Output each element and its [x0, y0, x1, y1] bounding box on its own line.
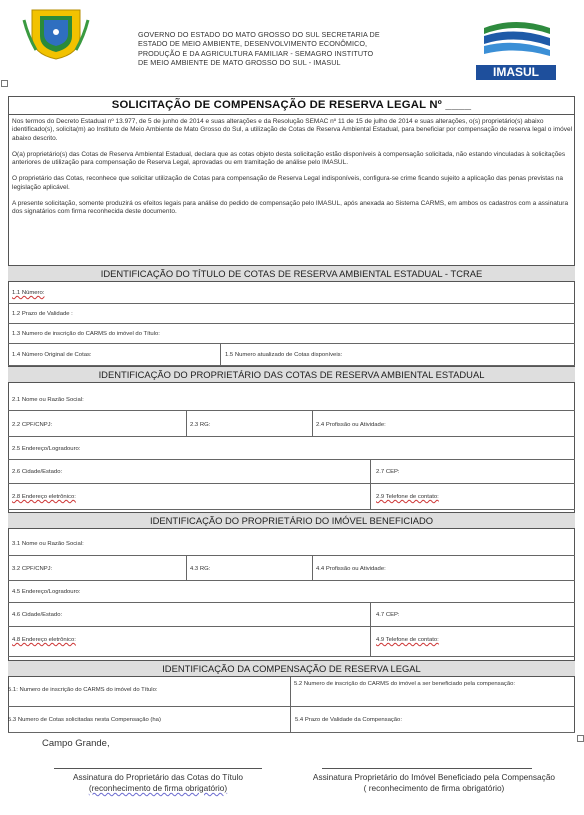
form-title: SOLICITAÇÃO DE COMPENSAÇÃO DE RESERVA LEGAL Nº ____ [8, 96, 575, 115]
agency-header [138, 30, 380, 68]
intro-paragraph: O proprietário das Cotas, reconhece que solicitar utilização de Cotas para compensação de Reserva Legal indisponíveis, configura-se crime ficando sujeito a aplicação das penas previstas na legislação aplicável. [12, 175, 564, 191]
field-label: 1.3 Numero de inscrição do CARMS do imóvel do Título: [12, 331, 160, 337]
field-label: 2.3 RG: [190, 422, 211, 428]
field-row[interactable] [8, 304, 575, 324]
field-label: 2.7 CEP: [376, 469, 400, 475]
intro-text [12, 118, 572, 260]
signature-note: (reconhecimento de firma obrigatório) [88, 783, 228, 793]
field-row[interactable] [8, 437, 575, 460]
signature-line-quota-owner[interactable] [54, 768, 262, 769]
signature-caption-property-owner [284, 772, 584, 794]
field-row [8, 677, 575, 707]
field-row [8, 707, 575, 733]
field-cell[interactable] [370, 460, 575, 483]
header-line: ESTADO DE MEIO AMBIENTE, DESENVOLVIMENTO ECONÔMICO, [138, 39, 368, 49]
section-title-property-owner: IDENTIFICAÇÃO DO PROPRIETÁRIO DO IMÓVEL BENEFICIADO [8, 512, 575, 529]
imasul-logo-text: IMASUL [476, 65, 556, 80]
section-title-compensation: IDENTIFICAÇÃO DA COMPENSAÇÃO DE RESERVA LEGAL [8, 660, 575, 677]
field-row [8, 484, 575, 510]
field-label: 5.2 Numero de inscrição do CARMS do imóvel a ser beneficiado pela compensação: [294, 681, 516, 687]
field-cell[interactable] [290, 677, 575, 706]
imasul-logo [476, 18, 556, 79]
section-title-tcrae: IDENTIFICAÇÃO DO TÍTULO DE COTAS DE RESERVA AMBIENTAL ESTADUAL - TCRAE [8, 265, 575, 282]
field-label: 2.8 Endereço eletrônico: [12, 494, 76, 500]
field-label: 2.1 Nome ou Razão Social: [12, 397, 84, 403]
field-label: 4.3 RG: [190, 566, 211, 572]
city-date-label: Campo Grande, [42, 738, 110, 749]
field-row[interactable] [8, 581, 575, 603]
field-label: 5.3 Numero de Cotas solicitadas nesta Compensação (ha) [8, 717, 161, 723]
field-label: 5.4 Prazo de Validade da Compensação: [295, 717, 402, 723]
field-label: 1.2 Prazo de Validade : [12, 311, 73, 317]
field-cell[interactable] [186, 411, 312, 436]
field-row[interactable] [8, 529, 575, 556]
field-row [8, 556, 575, 581]
signature-note: ( reconhecimento de firma obrigatório) [363, 783, 505, 793]
section-title-quota-owner: IDENTIFICAÇÃO DO PROPRIETÁRIO DAS COTAS DE RESERVA AMBIENTAL ESTADUAL [8, 366, 575, 383]
field-label: 1.5 Numero atualizado de Cotas disponíveis: [225, 352, 343, 358]
field-label: 2.5 Endereço/Logradouro: [12, 446, 81, 452]
field-label: 1.1 Número: [12, 290, 45, 296]
field-row [8, 344, 575, 366]
field-row [8, 627, 575, 657]
field-cell[interactable] [312, 556, 575, 580]
field-row [8, 603, 575, 627]
field-label: 3.1 Nome ou Razão Social: [12, 541, 84, 547]
field-label: 1.4 Número Original de Cotas: [12, 352, 92, 358]
header-line: PRODUÇÃO E DA AGRICULTURA FAMILIAR - SEMAGRO INSTITUTO [138, 48, 374, 58]
field-cell[interactable] [290, 707, 575, 732]
header-line: GOVERNO DO ESTADO DO MATO GROSSO DO SUL SECRETARIA DE [138, 30, 380, 39]
intro-paragraph: A presente solicitação, somente produzirá os efeitos legais para análise do pedido de compensação pelo IMASUL, após anexada ao Sistema CARMS, em ambos os cadastros com a assinatura dos signatários com firma reconhecida deste documento. [12, 200, 569, 216]
signature-line-property-owner[interactable] [322, 768, 532, 769]
anchor-checkbox[interactable] [1, 80, 8, 87]
field-row[interactable] [8, 383, 575, 411]
signature-title: Assinatura do Proprietário das Cotas do Título [72, 772, 244, 782]
field-label: 5.1: Numero de inscrição do CARMS do imóvel do Título: [8, 687, 158, 693]
signature-title: Assinatura Proprietário do Imóvel Beneficiado pela Compensação [312, 772, 556, 782]
imasul-wave-icon [476, 18, 556, 60]
field-label: 4.4 Profissão ou Atividade: [316, 566, 386, 572]
field-cell[interactable] [370, 627, 575, 656]
field-cell[interactable] [220, 344, 575, 365]
field-cell[interactable] [370, 484, 575, 509]
field-row[interactable] [8, 324, 575, 344]
intro-paragraph: Nos termos do Decreto Estadual nº 13.977, de 5 de junho de 2014 e suas alterações e da Resolução SEMAC nº 11 de 15 de julho de 2014 e suas alterações, o(s) proprietário(s) abaixo identificado(s), solicita(m) ao Instituto de Meio Ambiente de Mato Grosso do Sul, a utilização de Cotas de Reserva Ambiental Estadual, para beneficiar por compensação de reserva legal o imóvel abaixo descrito. [12, 118, 573, 142]
field-label: 2.9 Telefone de contato: [376, 494, 439, 500]
end-checkbox[interactable] [577, 735, 584, 742]
field-cell[interactable] [312, 411, 575, 436]
field-row [8, 460, 575, 484]
field-label: 2.4 Profissão ou Atividade: [316, 422, 386, 428]
field-label: 4.7 CEP: [376, 612, 400, 618]
field-label: 4.5 Endereço/Logradouro: [12, 589, 81, 595]
field-label: 2.2 CPF/CNPJ: [12, 422, 53, 428]
intro-paragraph: O(a) proprietário(s) das Cotas de Reserva Ambiental Estadual, declara que as cotas objeto desta solicitação estão disponíveis à compensação solicitada, não estando vinculadas à solicitações anteriores de utilização para compensação de Reserva Legal, aprovadas ou em tramitação de análise pelo IMASUL. [12, 150, 566, 167]
field-row[interactable] [8, 282, 575, 304]
field-cell[interactable] [186, 556, 312, 580]
field-row [8, 411, 575, 437]
field-label: 4.9 Telefone de contato: [376, 637, 439, 643]
field-label: 2.6 Cidade/Estado: [12, 469, 63, 475]
field-label: 3.2 CPF/CNPJ: [12, 566, 53, 572]
header-line: DE MEIO AMBIENTE DE MATO GROSSO DO SUL - IMASUL [138, 58, 341, 68]
signature-caption-quota-owner [44, 772, 272, 794]
field-label: 4.8 Endereço eletrônico: [12, 637, 76, 643]
field-cell[interactable] [370, 603, 575, 626]
field-label: 4.6 Cidade/Estado: [12, 612, 63, 618]
state-crest-logo [22, 6, 90, 60]
